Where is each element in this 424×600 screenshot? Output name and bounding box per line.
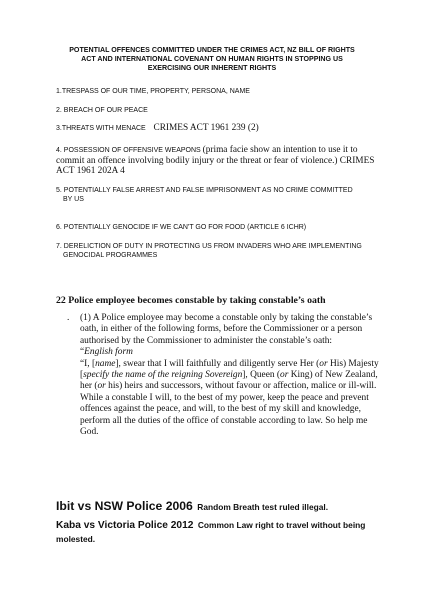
offence-5-text: 5. POTENTIALLY FALSE ARREST AND FALSE IMPRISONMENT AS NO CRIME COMMITTED bbox=[56, 187, 353, 194]
heading-line-2: ACT AND INTERNATIONAL COVENANT ON HUMAN RIGHTS IN STOPPING US bbox=[81, 55, 343, 63]
case-2-name: Kaba vs Victoria Police 2012 bbox=[56, 520, 194, 531]
offence-4-text: 4. POSSESSION OF OFFENSIVE WEAPONS bbox=[56, 147, 201, 154]
oath-part: ], Queen ( bbox=[242, 370, 281, 381]
offence-6: 6. POTENTIALLY GENOCIDE IF WE CAN'T GO FOR FOOD (ARTICLE 6 ICHR) bbox=[56, 224, 307, 231]
oath-or: or bbox=[319, 358, 328, 369]
section-paragraph-1: (1) A Police employee may become a constable only by taking the constable’s oath, in either of the following forms, before the Commissioner or a person authorised by the Commissioner to administer the constable’s oath: bbox=[80, 313, 373, 346]
offence-7-text: 7. DERELICTION OF DUTY IN PROTECTING US FROM INVADERS WHO ARE IMPLEMENTING bbox=[56, 243, 362, 250]
offence-2: 2. BREACH OF OUR PEACE bbox=[56, 107, 148, 114]
offence-5 bbox=[56, 186, 376, 204]
form-quote: “ bbox=[80, 347, 85, 358]
document-heading bbox=[48, 46, 376, 73]
section-title: 22 Police employee becomes constable by taking constable’s oath bbox=[56, 295, 326, 306]
oath-part: ], swear that I will faithfully and diligently serve Her ( bbox=[115, 358, 320, 369]
case-2-note: Common Law right to travel without being molested. bbox=[56, 520, 366, 544]
form-label-line bbox=[80, 347, 380, 358]
offence-5-cont: BY US bbox=[63, 196, 84, 203]
case-1-name: Ibit vs NSW Police 2006 bbox=[56, 499, 193, 513]
section-body bbox=[80, 313, 380, 438]
offence-3 bbox=[56, 123, 376, 134]
oath-or: or bbox=[97, 381, 106, 392]
offence-7 bbox=[56, 242, 376, 260]
case-1 bbox=[56, 497, 328, 515]
offence-4-detail: (prima facie show an intention to use it to commit an offence involving bodily injury or the threat or fear of violence.) CRIMES ACT 1961 202A 4 bbox=[56, 145, 375, 177]
oath-part: “I, [ bbox=[80, 358, 96, 369]
heading-line-1: POTENTIAL OFFENCES COMMITTED UNDER THE CRIMES ACT, NZ BILL OF RIGHTS bbox=[69, 46, 355, 54]
section-bullet: . bbox=[67, 313, 70, 323]
oath-part: His) Majesty [ bbox=[80, 358, 379, 381]
offence-3-text: 3.THREATS WITH MENACE bbox=[56, 125, 146, 132]
case-1-note: Random Breath test ruled illegal. bbox=[197, 502, 329, 512]
oath-or: or bbox=[280, 370, 289, 381]
oath-part: King) of New Zealand, her ( bbox=[80, 370, 378, 392]
oath-placeholder-sovereign: specify the name of the reigning Sovereign bbox=[83, 370, 243, 381]
offence-1: 1.TRESPASS OF OUR TIME, PROPERTY, PERSONA, NAME bbox=[56, 88, 250, 95]
case-2 bbox=[56, 518, 376, 545]
offence-7-cont: GENOCIDAL PROGRAMMES bbox=[63, 252, 158, 259]
oath-part: his) heirs and successors, without favour or affection, malice or ill-will. While a constable I will, to the best of my power, keep the peace and prevent offences against the peace, and will, to the best of my skill and knowledge, perform all the duties of the office of constable according to law. So help me God. bbox=[80, 381, 377, 438]
offence-4 bbox=[56, 145, 376, 177]
form-label: English form bbox=[84, 347, 133, 358]
heading-line-3: EXERCISING OUR INHERENT RIGHTS bbox=[147, 64, 277, 72]
oath-placeholder-name: name bbox=[95, 358, 116, 369]
offence-3-statute: CRIMES ACT 1961 239 (2) bbox=[153, 123, 259, 133]
oath-text bbox=[80, 359, 380, 439]
